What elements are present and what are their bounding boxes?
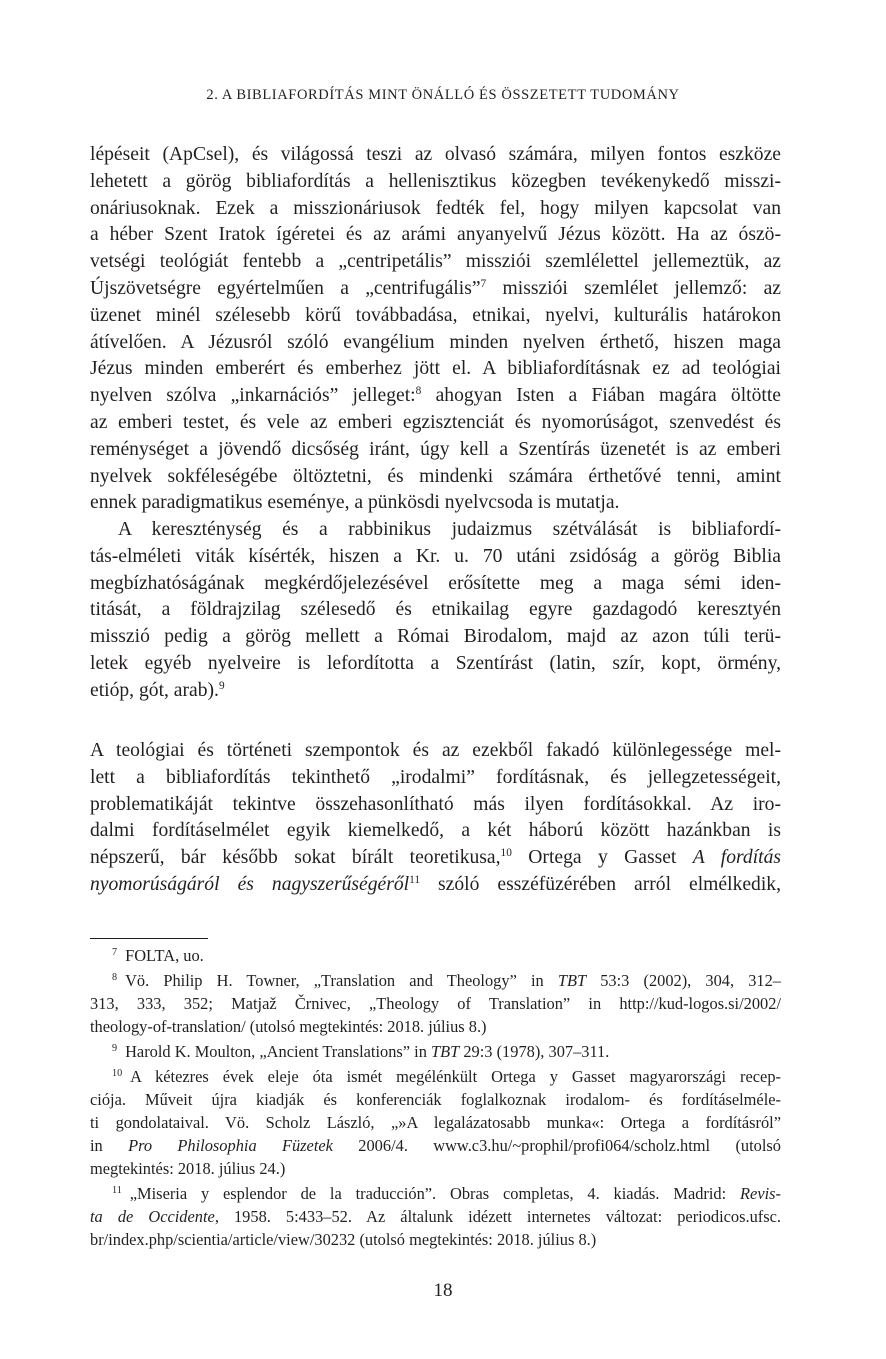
text-line: lehetett a görög bibliafordítás a hellenisztikus közegben tevékenykedő misszi- bbox=[90, 170, 781, 192]
footnote-text: 2006/4. www.c3.hu/~prophil/profi064/scholz.html (utolsó bbox=[332, 1136, 781, 1155]
text-line bbox=[90, 276, 781, 303]
text-line bbox=[90, 845, 781, 872]
footnote-text: 53:3 (2002), 304, 312– bbox=[586, 971, 781, 990]
footnote-line bbox=[90, 1065, 781, 1088]
book-title: A fordítás bbox=[692, 847, 782, 869]
footnote-10 bbox=[90, 1065, 781, 1180]
text-segment: Újszövetségre egyértelműen a „centrifugális” bbox=[90, 277, 481, 299]
page-number: 18 bbox=[433, 1280, 453, 1301]
running-header: 2. A BIBLIAFORDÍTÁS MINT ÖNÁLLÓ ÉS ÖSSZETETT TUDOMÁNY bbox=[206, 87, 680, 103]
footnote-text: , 1958. 5:433–52. Az általunk idézett internetes változat: periodicos.ufsc. bbox=[214, 1207, 781, 1226]
footnote-ref-7[interactable]: 7 bbox=[480, 278, 487, 291]
text-line bbox=[90, 383, 781, 410]
footnote-number: 9 bbox=[112, 1043, 118, 1055]
footnote-line bbox=[90, 1182, 781, 1205]
footnote-ref-10[interactable]: 10 bbox=[500, 847, 512, 860]
journal-title: Revis- bbox=[740, 1184, 781, 1203]
paragraph-2 bbox=[90, 517, 781, 705]
footnote-line: 313, 333, 352; Matjaž Črnivec, „Theology of Translation” in http://kud-logos.si/2002/ bbox=[90, 994, 781, 1013]
text-segment: Ortega y Gasset bbox=[511, 847, 693, 869]
text-line: titását, a földrajzilag szélesedő és etnikailag egyre gazdagodó keresztyén bbox=[90, 599, 781, 621]
footnote-line: ti gondolataival. Vö. Scholz László, „»A legalázatosabb munka«: Ortega a fordításról” bbox=[90, 1113, 781, 1132]
text-line: ennek paradigmatikus eseménye, a pünkösdi nyelvcsoda is mutatja. bbox=[90, 492, 620, 514]
text-line: reménységet a jövendő dicsőség iránt, úgy kell a Szentírás üzenetét is az emberi bbox=[90, 438, 781, 460]
text-line bbox=[90, 872, 781, 899]
journal-title: ta de Occidente bbox=[90, 1207, 215, 1226]
footnote-line: ciója. Műveit újra kiadják és konferenciák foglalkoznak irodalom- és fordításelméle- bbox=[90, 1090, 781, 1109]
text-line: tás-elméleti viták kísérték, hiszen a Kr. u. 70 utáni zsidóság a görög Biblia bbox=[90, 545, 781, 567]
paragraph-1 bbox=[90, 142, 781, 517]
text-line: lépéseit (ApCsel), és világossá teszi az olvasó számára, milyen fontos eszköze bbox=[90, 144, 781, 165]
footnote-9 bbox=[90, 1040, 781, 1063]
text-line: Jézus minden emberért és emberhez jött el. A bibliafordításnak ez ad teológiai bbox=[90, 358, 781, 380]
text-line: onáriusoknak. Ezek a misszionáriusok fedték fel, hogy milyen kapcsolat van bbox=[90, 197, 781, 219]
footnote-text: 29:3 (1978), 307–311. bbox=[459, 1042, 610, 1061]
footnote-line: megtekintés: 2018. július 24.) bbox=[90, 1159, 286, 1178]
footnote-number: 8 bbox=[112, 972, 118, 984]
footnote-text: in bbox=[90, 1136, 129, 1155]
footnote-text: FOLTA, uo. bbox=[125, 946, 204, 965]
footnote-11 bbox=[90, 1182, 781, 1251]
footnote-8 bbox=[90, 969, 781, 1038]
text-line: lett a bibliafordítás tekinthető „irodalmi” fordításnak, és jellegzetességeit, bbox=[90, 766, 781, 788]
text-line: nyelvek sokféleségébe öltöztetni, és mindenki számára érthetővé tenni, amint bbox=[90, 465, 781, 487]
text-line bbox=[90, 678, 781, 705]
footnote-7 bbox=[90, 944, 781, 967]
text-line: a héber Szent Iratok ígéretei és az arámi anyanyelvű Jézus között. Ha az ószö- bbox=[90, 224, 781, 246]
footnote-text: Vö. Philip H. Towner, „Translation and Theology” in bbox=[125, 971, 558, 990]
text-line: vetségi teológiát fentebb a „centripetális” missziói szemlélettel jellemeztük, az bbox=[90, 251, 781, 273]
text-line: dalmi fordításelmélet egyik kiemelkedő, a két háború között hazánkban is bbox=[90, 820, 781, 842]
text-segment: ahogyan Isten a Fiában magára öltötte bbox=[421, 385, 781, 407]
footnote-line bbox=[90, 1040, 781, 1063]
text-segment: szóló esszéfüzérében arról elmélkedik, bbox=[420, 873, 781, 895]
footnote-line bbox=[90, 944, 781, 967]
journal-title: TBT bbox=[431, 1042, 460, 1061]
text-line: üzenet minél szélesebb körű továbbadása, etnikai, nyelvi, kulturális határokon bbox=[90, 304, 781, 326]
footnote-number: 7 bbox=[112, 947, 118, 959]
text-line: A kereszténység és a rabbinikus judaizmus szétválását is bibliafordí- bbox=[118, 519, 781, 540]
footnote-ref-8[interactable]: 8 bbox=[415, 385, 422, 398]
text-line: átívelően. A Jézusról szóló evangélium minden nyelven érthető, hiszen maga bbox=[90, 331, 781, 353]
journal-title: Pro Philosophia Füzetek bbox=[128, 1136, 333, 1155]
text-line: problematikáját tekintve összehasonlítható más ilyen fordításokkal. Az iro- bbox=[90, 793, 781, 815]
footnote-ref-9[interactable]: 9 bbox=[218, 679, 225, 692]
footnote-text: Harold K. Moulton, „Ancient Translations” in bbox=[125, 1042, 432, 1061]
footnote-line: theology-of-translation/ (utolsó megtekintés: 2018. július 8.) bbox=[90, 1017, 487, 1036]
footnote-line bbox=[90, 1205, 781, 1228]
footnote-text: A kétezres évek eleje óta ismét megélénkült Ortega y Gasset magyarországi recep- bbox=[130, 1067, 781, 1086]
paragraph-3 bbox=[90, 738, 781, 899]
footnote-number: 11 bbox=[112, 1185, 122, 1197]
footnote-line: br/index.php/scientia/article/view/30232 (utolsó megtekintés: 2018. július 8.) bbox=[90, 1230, 597, 1249]
footnote-number: 10 bbox=[112, 1068, 123, 1080]
footnotes bbox=[90, 944, 781, 1251]
footnote-line bbox=[90, 1134, 781, 1157]
book-title: nyomorúságáról és nagyszerűségéről bbox=[90, 873, 410, 895]
text-line: A teológiai és történeti szempontok és az ezekből fakadó különlegessége mel- bbox=[90, 740, 781, 761]
text-segment: nyelven szólva „inkarnációs” jelleget: bbox=[90, 385, 416, 407]
text-line: letek egyéb nyelveire is lefordította a Szentírást (latin, szír, kopt, örmény, bbox=[90, 652, 781, 674]
text-line: misszió pedig a görög mellett a Római Birodalom, majd az azon túli terü- bbox=[90, 626, 781, 648]
text-line: megbízhatóságának megkérdőjelezésével erősítette meg a maga sémi iden- bbox=[90, 572, 781, 594]
footnote-line bbox=[90, 969, 781, 992]
text-segment: népszerű, bár később sokat bírált teoretikusa, bbox=[90, 847, 501, 869]
footnote-ref-11[interactable]: 11 bbox=[409, 874, 421, 887]
journal-title: TBT bbox=[557, 971, 587, 990]
footnote-text: „Miseria y esplendor de la traducción”. Obras completas, 4. kiadás. Madrid: bbox=[129, 1184, 741, 1203]
text-segment: etióp, gót, arab). bbox=[90, 679, 219, 701]
footnote-separator bbox=[90, 938, 208, 939]
text-segment: missziói szemlélet jellemző: az bbox=[486, 277, 781, 299]
text-line: az emberi testet, és vele az emberi egzisztenciát és nyomorúságot, szenvedést és bbox=[90, 411, 781, 433]
